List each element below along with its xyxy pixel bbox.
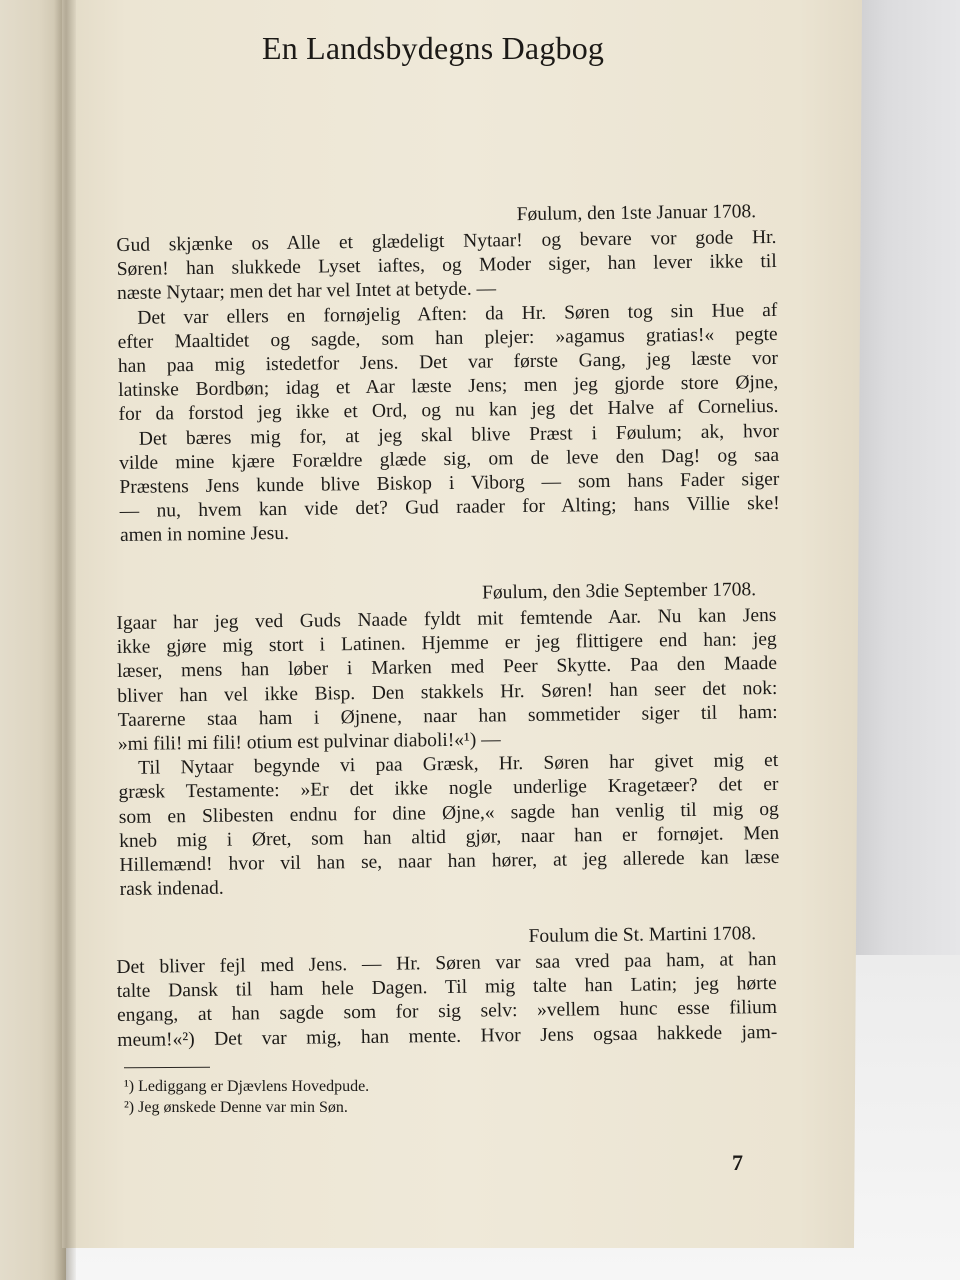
- text-line: meum!«²) Det var mig, han mente. Hvor Jens ogsaa hakkede jam-: [117, 1021, 778, 1051]
- entry-date: Foulum die St. Martini 1708.: [528, 923, 757, 947]
- text-line: bliver han vel ikke Bisp. Den stakkels Hr. Søren! han seer det nok:: [117, 677, 778, 707]
- text-line: ikke gjøre mig stort i Latinen. Hjemme er jeg flittigere end han: jeg: [116, 629, 777, 659]
- entry-date: Føulum, den 1ste Januar 1708.: [516, 201, 757, 226]
- entry-1: [116, 200, 780, 548]
- text-line: Det var ellers en fornøjelig Aften: da Hr. Søren tog sin Hue af: [137, 299, 778, 329]
- text-line: — nu, hvem kan vide det? Gud raader for Alting; hans Villie ske!: [119, 492, 780, 523]
- text-line: for da forstod jeg ikke et Ord, og nu kan jeg det Halve af Cornelius.: [118, 396, 779, 426]
- text-line: Gud skjænke os Alle et glædeligt Nytaar! og bevare vor gode Hr.: [116, 226, 777, 256]
- text-line: græsk Testamente: »Er det ikke nogle underlige Kragetæer? det er: [118, 774, 779, 804]
- text-line: amen in nomine Jesu.: [119, 523, 290, 547]
- text-line: læser, mens han løber i Marken med Peer Skytte. Paa den Maade: [116, 653, 778, 683]
- text-line: latinske Bordbøn; idag et Aar læste Jens; men jeg gjorde store Øjne,: [118, 372, 779, 402]
- text-line: Det bliver fejl med Jens. — Hr. Søren var saa vred paa ham, at han: [116, 948, 777, 978]
- text-line: »mi fili! mi fili! otium est pulvinar diaboli!«¹) —: [117, 729, 501, 755]
- footnote: ¹) Lediggang er Djævlens Hovedpude.: [124, 1078, 370, 1095]
- book-gutter: [54, 0, 76, 1280]
- entry-2: [116, 578, 780, 902]
- text-line: Til Nytaar begynde vi paa Græsk, Hr. Søren har givet mig et: [138, 750, 779, 779]
- text-line: som en Slibesten endnu for dine Øjne,« sagde han venlig til mig og: [118, 798, 779, 828]
- footnote: ²) Jeg ønskede Denne var min Søn.: [124, 1099, 348, 1116]
- footnotes: [124, 1076, 369, 1118]
- text-line: kneb mig i Øret, som han altid gjør, naar han er fornøjet. Men: [118, 822, 780, 852]
- text-line: han paa mig istedetfor Jens. Det var første Gang, jeg læste vor: [117, 347, 779, 377]
- text-line: Præstens Jens kunde blive Biskop i Viborg — som hans Fader siger: [119, 468, 780, 498]
- text-line: Søren! han slukkede Lyset iaftes, og Moder siger, han lever ikke til: [116, 251, 777, 281]
- text-line: talte Dansk til ham hele Dagen. Til mig talte han Latin; jeg hørte: [116, 973, 777, 1003]
- text-line: Hillemænd! hvor vil han se, naar han hører, at jeg allerede kan læse: [119, 846, 780, 876]
- text-line: vilde mine kjære Forældre glæde sig, om de leve den Dag! og saa: [118, 444, 780, 474]
- page-number: 7: [732, 1150, 743, 1175]
- entry-3: [116, 922, 777, 1053]
- text-line: Taarerne staa ham i Øjnene, naar han sommetider siger til ham:: [117, 701, 778, 731]
- page-title: En Landsbydegns Dagbog: [262, 30, 605, 66]
- text-line: rask indenad.: [119, 877, 224, 901]
- entry-date: Føulum, den 3die September 1708.: [481, 579, 757, 604]
- text-line: Det bæres mig for, at jeg skal blive Præst i Føulum; ak, hvor: [138, 420, 779, 450]
- text-line: næste Nytaar; men det har vel Intet at betyde. —: [116, 278, 497, 305]
- text-line: Igaar har jeg ved Guds Naade fyldt mit femtende Aar. Nu kan Jens: [116, 604, 777, 634]
- text-line: engang, at han sagde som for sig selv: »vellem hunc esse filium: [116, 997, 778, 1027]
- text-line: efter Maaltidet og sagde, som han plejer: »agamus gratias!« pegte: [117, 323, 778, 353]
